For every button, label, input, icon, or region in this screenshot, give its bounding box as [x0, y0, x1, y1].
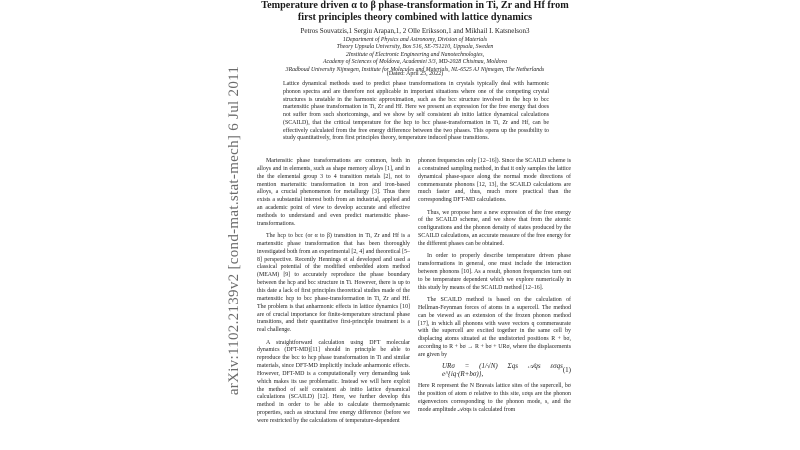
equation-number: (1)	[562, 366, 571, 375]
affiliation-line: Academy of Sciences of Moldova, Academiei 3/3, MD-2028 Chisinau, Moldova	[322, 59, 508, 66]
paragraph: A straightforward calculation using DFT molecular dynamics (DFT-MD)[11] should in principle be able to reproduce the bcc to hcp phase transformation in Ti and similar materials, since DFT-MD implicitly include anharmonic effects. However, DFT-MD is a computationally very demanding task which makes its use problematic. Instead we will here exploit the method of self consistent ab initio lattice dynamical calculations (SCAILD) [12]. Here, we further develop this method in order to be able to calculate thermodynamic properties, such as structural free energy difference (before we were restricted by the calculations of temperature-dependent	[257, 339, 410, 424]
paragraph: In order to properly describe temperature driven phase transformations in general, one must include the interaction between phonons [10]. As a result, phonon frequencies turn out to be temperature dependent which we explore numerically in this study by means of the SCAILD method [12–16].	[418, 253, 571, 291]
left-column	[257, 158, 410, 430]
paragraph: The hcp to bcc (or α to β) transition in Ti, Zr and Hf is a martensitic phase transformation that has been thoroughly investigated both from an experimental [2, 4] and theoretical [5–8] perspective. Recently Hennings et al developed and used a classical potential of the modified embedded atom method (MEAM) [9] to accurately reproduce the phase boundary between the hcp and bcc structure in Ti. However, there is up to this date a lack of first principles theoretical studies made of the martensitic hcp to bcc phase-transformation in Ti, Zr and Hf. The problem is that anharmonic effects in lattice dynamics [10] are of crucial importance for finite-temperature structural phase transitions, and their quantitative first-principle treatment is a real challenge.	[257, 233, 410, 334]
paragraph: Martensitic phase transformations are common, both in alloys and in elements, such as shape memory alloys [1], and in the the elemental group 3 to 4 transition metals [2], not to mention martensitic transformation in iron and iron-based alloys, a crucial phenomenon for metallurgy [3]. Thus there exists a substantial interest both from an industrial, applied and an academic point of view to develop accurate and effective methods to understand and even predict martensitic phase-transformations.	[257, 158, 410, 227]
paragraph: phonon frequencies only [12–16]). Since the SCAILD scheme is a constrained sampling method, in that it only samples the lattice dynamical phase-space along the normal mode directions of commensurate phonons [12, 13], the SCAILD calculations are much faster and, thus, much more practical than the corresponding DFT-MD calculations.	[418, 158, 571, 204]
affiliation-line: 1Department of Physics and Astronomy, Division of Materials	[342, 37, 488, 43]
affiliations	[255, 37, 575, 74]
paragraph: Thus, we propose here a new expression of the free energy of the SCAILD scheme, and we show that from the atomic configurations and the phonon density of states produced by the SCAILD calculations, an accurate measure of the free energy for the different phases can be obtained.	[418, 209, 571, 247]
affiliation-line: 2Institute of Electronic Engineering and Nanotechnologies,	[345, 51, 485, 58]
paragraph: Here R represent the N Bravais lattice sites of the supercell, bσ the position of atom σ relative to this site, εσqs are the phonon eigenvectors corresponding to the phonon mode, s, and the mode amplitude 𝒜σqs is calculated from	[418, 383, 571, 413]
arxiv-stamp-text: arXiv:1102.2139v2 [cond-mat.stat-mech] 6 Jul 2011	[226, 65, 243, 395]
affiliation-line: 3Radboud University Nijmegen, Institute for Molecules and Materials, NL-6525 AJ Nijmegen, The Netherlands	[285, 66, 545, 73]
abstract: Lattice dynamical methods used to predict phase transformations in crystals typically deal with harmonic phonon spectra and are therefore not applicable in important situations where one of the competing crystal structures is unstable in the harmonic approximation, such as the bcc structure involved in the hcp to bcc martensitic phase transformation in Ti, Zr and Hf. Here we present an expression for the free energy that does not suffer from such shortcomings, and we show by self consistent ab initio lattice dynamical calculations (SCAILD), that the critical temperature for the hcp to bcc phase-transformation in Ti, Zr and Hf, can be effectively calculated from the free energy difference between the two phases. This opens up the possibility to study quantitatively, from first principles theory, temperature induced phase transitions.	[283, 81, 549, 142]
paper-title: Temperature driven α to β phase-transformation in Ti, Zr and Hf from first principles theory combined with lattice dynamics	[261, 0, 569, 23]
equation-body: URσ = (1/√N) Σqs 𝒜qs εσqs e^{iq·(R+bσ)},	[442, 362, 563, 379]
paragraph: The SCAILD method is based on the calculation of Hellman-Feynman forces of atoms in a supercell. The method can be viewed as an extension of the frozen phonon method [17], in which all phonons with wave vectors q commensurate with the supercell are excited together in the same cell by displacing atoms situated at the undistorted positions R + bσ, according to R + bσ → R + bσ + URσ, where the displacements are given by	[418, 297, 571, 358]
affiliation-line: Theory Uppsala University, Box 516, SE-751210, Uppsala, Sweden	[336, 44, 494, 51]
equation	[418, 364, 571, 378]
author-list: Petros Souvatzis,1 Sergiu Arapan,1, 2 Olle Eriksson,1 and Mikhail I. Katsnelson3	[300, 27, 530, 35]
date-line: (Dated: April 25, 2022)	[386, 71, 444, 77]
arxiv-stamp	[222, 40, 248, 420]
right-column	[418, 158, 571, 419]
